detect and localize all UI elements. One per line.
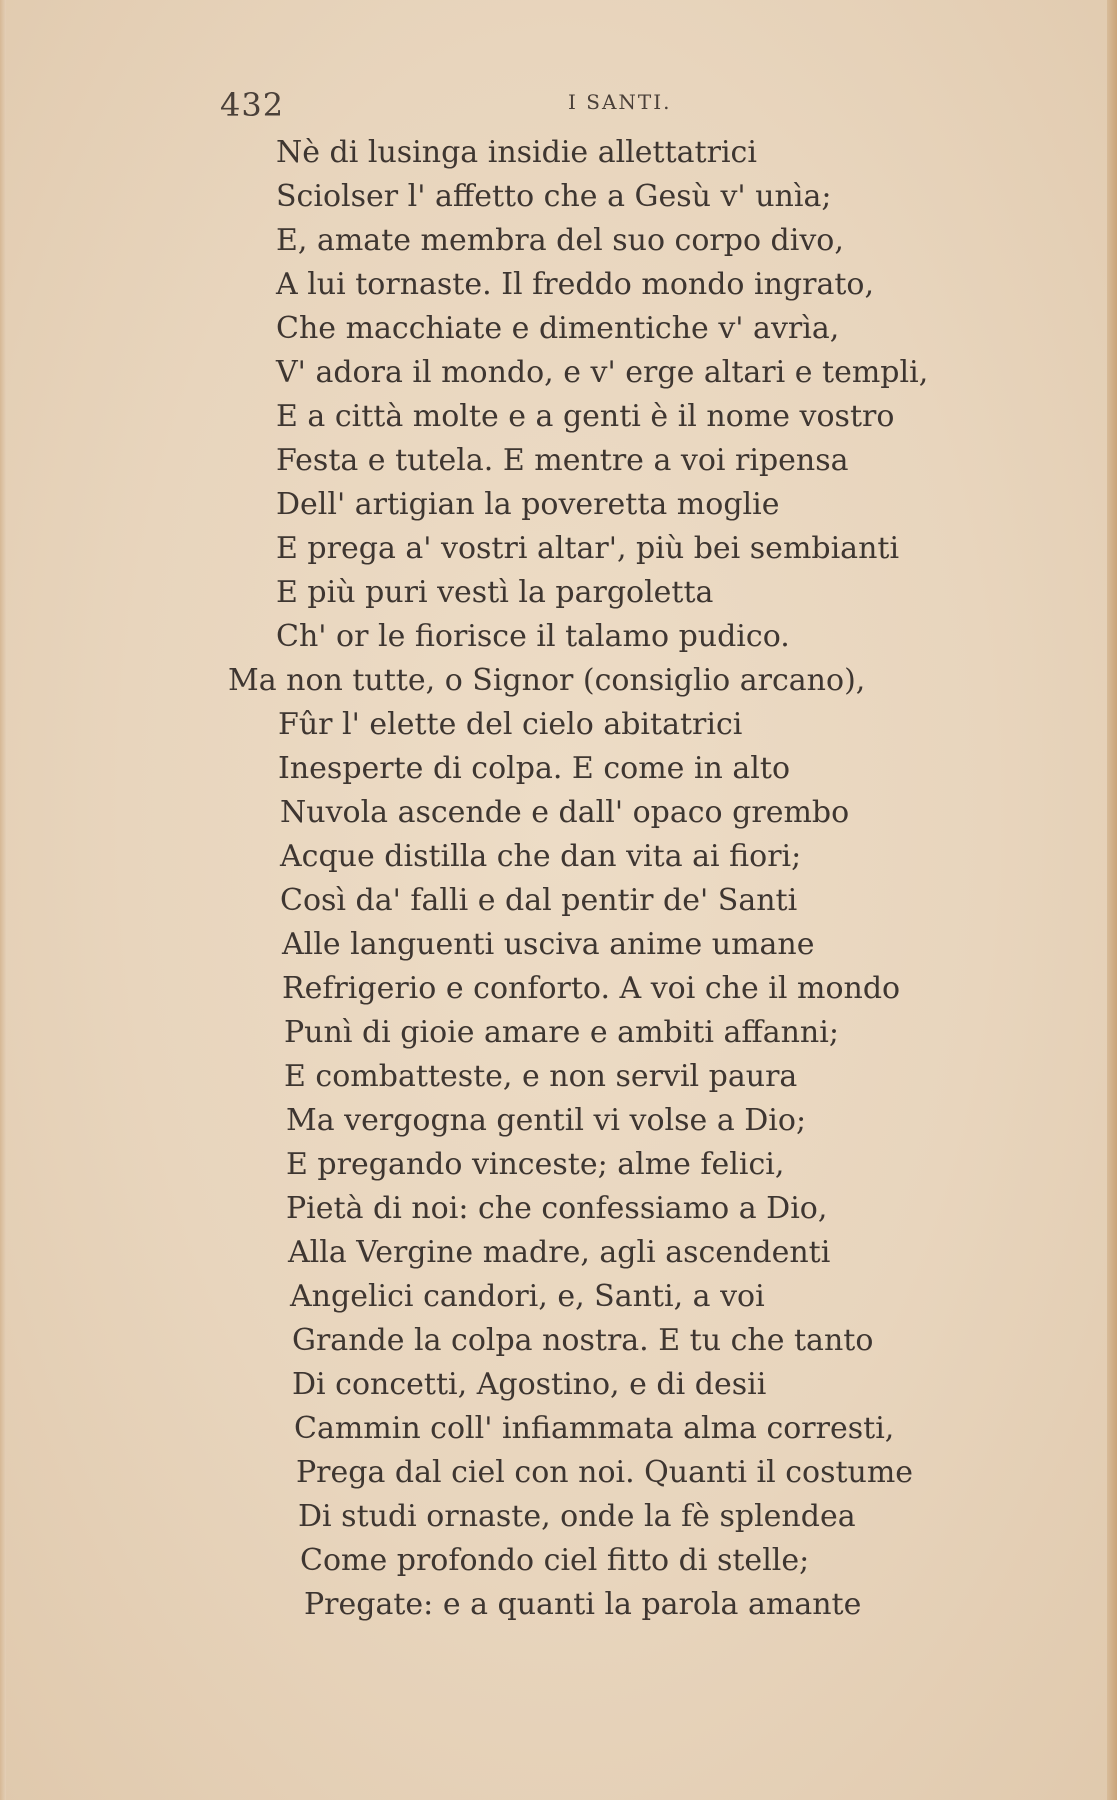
verse-line: Inesperte di colpa. E come in alto	[278, 751, 791, 786]
verse-line: Ma non tutte, o Signor (consiglio arcano),	[228, 663, 866, 698]
verse-line: E pregando vinceste; alme felici,	[286, 1147, 785, 1182]
verse-line: Pietà di noi: che confessiamo a Dio,	[286, 1191, 828, 1226]
verse-line: Ch' or le fiorisce il talamo pudico.	[276, 619, 790, 654]
verse-line: Prega dal ciel con noi. Quanti il costume	[296, 1455, 914, 1490]
verse-line: Festa e tutela. E mentre a voi ripensa	[276, 443, 849, 478]
verse-line: Che macchiate e dimentiche v' avrìa,	[276, 311, 840, 346]
verse-line: Ma vergogna gentil vi volse a Dio;	[286, 1103, 807, 1138]
verse-line: Nè di lusinga insidie allettatrici	[276, 135, 757, 170]
verse-line: Di studi ornaste, onde la fè splendea	[298, 1499, 856, 1534]
verse-line: E combatteste, e non servil paura	[284, 1059, 798, 1094]
verse-line: Refrigerio e conforto. A voi che il mondo	[282, 971, 901, 1006]
verse-line: Così da' falli e dal pentir de' Santi	[280, 883, 798, 918]
verse-line: Nuvola ascende e dall' opaco grembo	[280, 795, 850, 830]
verse-line: Come profondo ciel fitto di stelle;	[300, 1543, 810, 1578]
page-header	[0, 86, 1117, 126]
running-head: I SANTI.	[568, 90, 672, 114]
verse-line: V' adora il mondo, e v' erge altari e templi,	[276, 355, 929, 390]
verse-line: Punì di gioie amare e ambiti affanni;	[284, 1015, 839, 1050]
verse-line: Fûr l' elette del cielo abitatrici	[278, 707, 743, 742]
poem-text	[0, 131, 1117, 1627]
verse-line: Acque distilla che dan vita ai fiori;	[280, 839, 802, 874]
verse-line: E, amate membra del suo corpo divo,	[276, 223, 844, 258]
verse-line: E a città molte e a genti è il nome vostro	[276, 399, 895, 434]
verse-line: Dell' artigian la poveretta moglie	[276, 487, 780, 522]
verse-line: Cammin coll' infiammata alma corresti,	[294, 1411, 895, 1446]
verse-line: Pregate: e a quanti la parola amante	[304, 1587, 862, 1622]
verse-line: Alla Vergine madre, agli ascendenti	[288, 1235, 831, 1270]
verse-line: E più puri vestì la pargoletta	[276, 575, 714, 610]
verse-line: Alle languenti usciva anime umane	[282, 927, 815, 962]
verse-line: Grande la colpa nostra. E tu che tanto	[292, 1323, 874, 1358]
verse-line: A lui tornaste. Il freddo mondo ingrato,	[276, 267, 875, 302]
verse-line: E prega a' vostri altar', più bei sembianti	[276, 531, 900, 566]
verse-line: Angelici candori, e, Santi, a voi	[290, 1279, 765, 1314]
page-number: 432	[220, 86, 285, 124]
verse-line: Sciolser l' affetto che a Gesù v' unìa;	[276, 179, 832, 214]
verse-line: Di concetti, Agostino, e di desii	[292, 1367, 767, 1402]
